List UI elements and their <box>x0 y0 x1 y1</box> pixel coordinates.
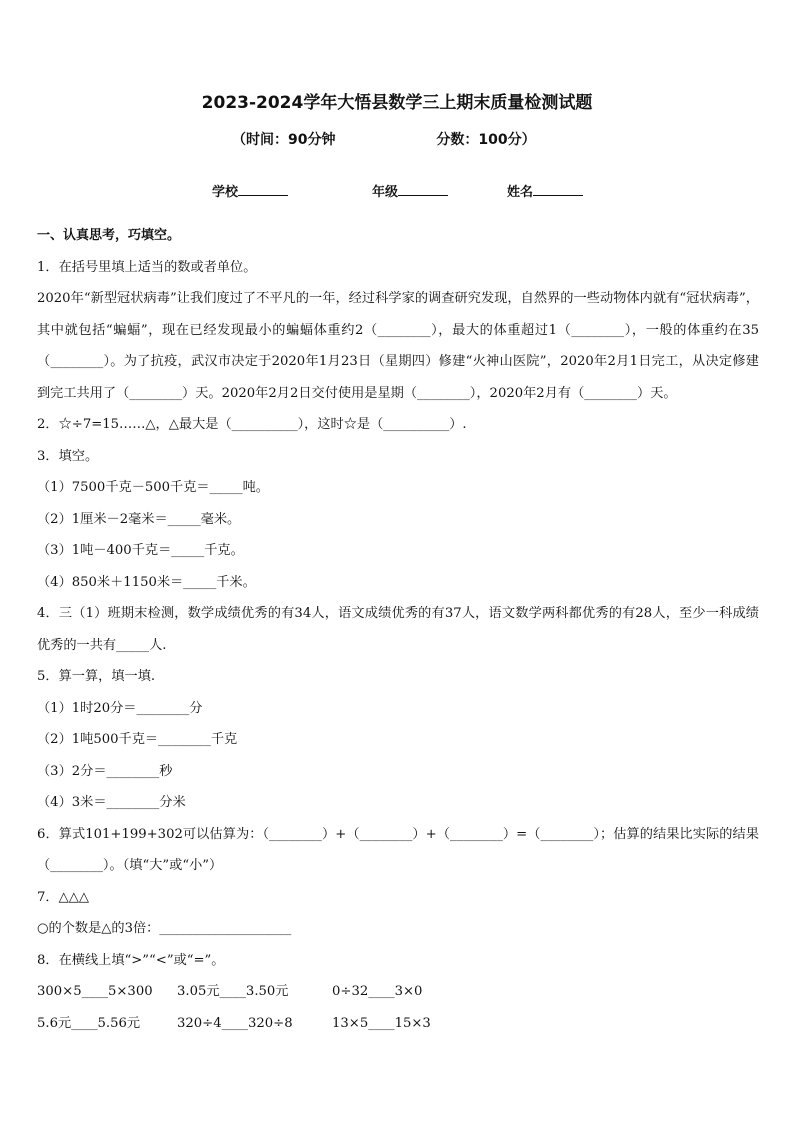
grade-blank[interactable] <box>398 183 448 196</box>
question-8-head: 8．在横线上填“>”“<”或“=”。 <box>37 952 225 968</box>
compare-item: 320÷4____320÷8 <box>177 1015 293 1031</box>
question-1-body: 2020年“新型冠状病毒”让我们度过了不平凡的一年，经过科学家的调查研究发现，自然界的一些动物体内就有“冠状病毒”，其中就包括“蝙蝠”，现在已经发现最小的蝙蝠体重约2（________），最大的体重超过1（________），一般的体重约在35（________）。为了抗疫，武汉市决定于2020年1月23日（星期四）修建“火神山医院”，2020年2月1日完工，从决定修建到完工共用了（________）天。2020年2月2日交付使用是星期（________），2020年2月有（________）天。 <box>37 291 759 401</box>
compare-item: 5.6元____5.56元 <box>37 1015 141 1031</box>
question-6: 6．算式101+199+302可以估算为：（________）+（________）+（________）=（________）；估算的结果比实际的结果（________）。（填“大”或“小”） <box>37 826 759 873</box>
question-3-item-3: （3）1吨－400千克＝_____千克。 <box>37 543 244 558</box>
question-3-head: 3．填空。 <box>37 448 99 464</box>
question-7-body: ○的个数是△的3倍：____________________ <box>37 921 292 936</box>
school-field <box>212 181 288 200</box>
name-field <box>507 181 583 200</box>
question-5-item-4: （4）3米＝________分米 <box>37 795 186 810</box>
school-label: 学校 <box>212 185 239 200</box>
time-limit: （时间：90分钟 <box>232 132 336 148</box>
compare-item: 0÷32____3×0 <box>332 984 423 999</box>
grade-label: 年级 <box>372 185 399 200</box>
question-4: 4．三（1）班期末检测，数学成绩优秀的有34人，语文成绩优秀的有37人，语文数学两科都优秀的有28人，至少一科成绩优秀的一共有_____人. <box>37 606 759 653</box>
grade-field <box>372 181 448 200</box>
question-5-item-3: （3）2分＝________秒 <box>37 763 173 779</box>
name-blank[interactable] <box>533 183 583 196</box>
question-3-item-4: （4）850米＋1150米＝_____千米。 <box>37 574 256 590</box>
question-3-item-2: （2）1厘米－2毫米＝_____毫米。 <box>37 511 241 527</box>
question-8-row-2 <box>37 1008 759 1040</box>
question-5-item-2: （2）1吨500千克＝________千克 <box>37 732 238 747</box>
question-1-head: 1．在括号里填上适当的数或者单位。 <box>37 259 257 275</box>
compare-item: 13×5____15×3 <box>332 1015 431 1031</box>
question-content <box>37 220 759 1039</box>
question-2: 2．☆÷7=15……△，△最大是（__________），这时☆是（__________）. <box>37 417 467 432</box>
exam-subtitle <box>232 129 536 149</box>
question-5-head: 5．算一算，填一填. <box>37 669 156 684</box>
total-score: 分数：100分） <box>436 132 536 148</box>
question-7-head: 7．△△△ <box>37 889 90 905</box>
section-heading: 一、认真思考，巧填空。 <box>37 228 181 243</box>
name-label: 姓名 <box>507 185 534 200</box>
page-title: 2023-2024学年大悟县数学三上期末质量检测试题 <box>201 93 593 113</box>
question-8-row-1 <box>37 976 759 1008</box>
question-3-item-1: （1）7500千克－500千克＝_____吨。 <box>37 480 269 495</box>
question-5-item-1: （1）1时20分＝________分 <box>37 700 203 716</box>
school-blank[interactable] <box>238 183 288 196</box>
compare-item: 300×5____5×300 <box>37 984 153 999</box>
compare-item: 3.05元____3.50元 <box>177 984 289 999</box>
